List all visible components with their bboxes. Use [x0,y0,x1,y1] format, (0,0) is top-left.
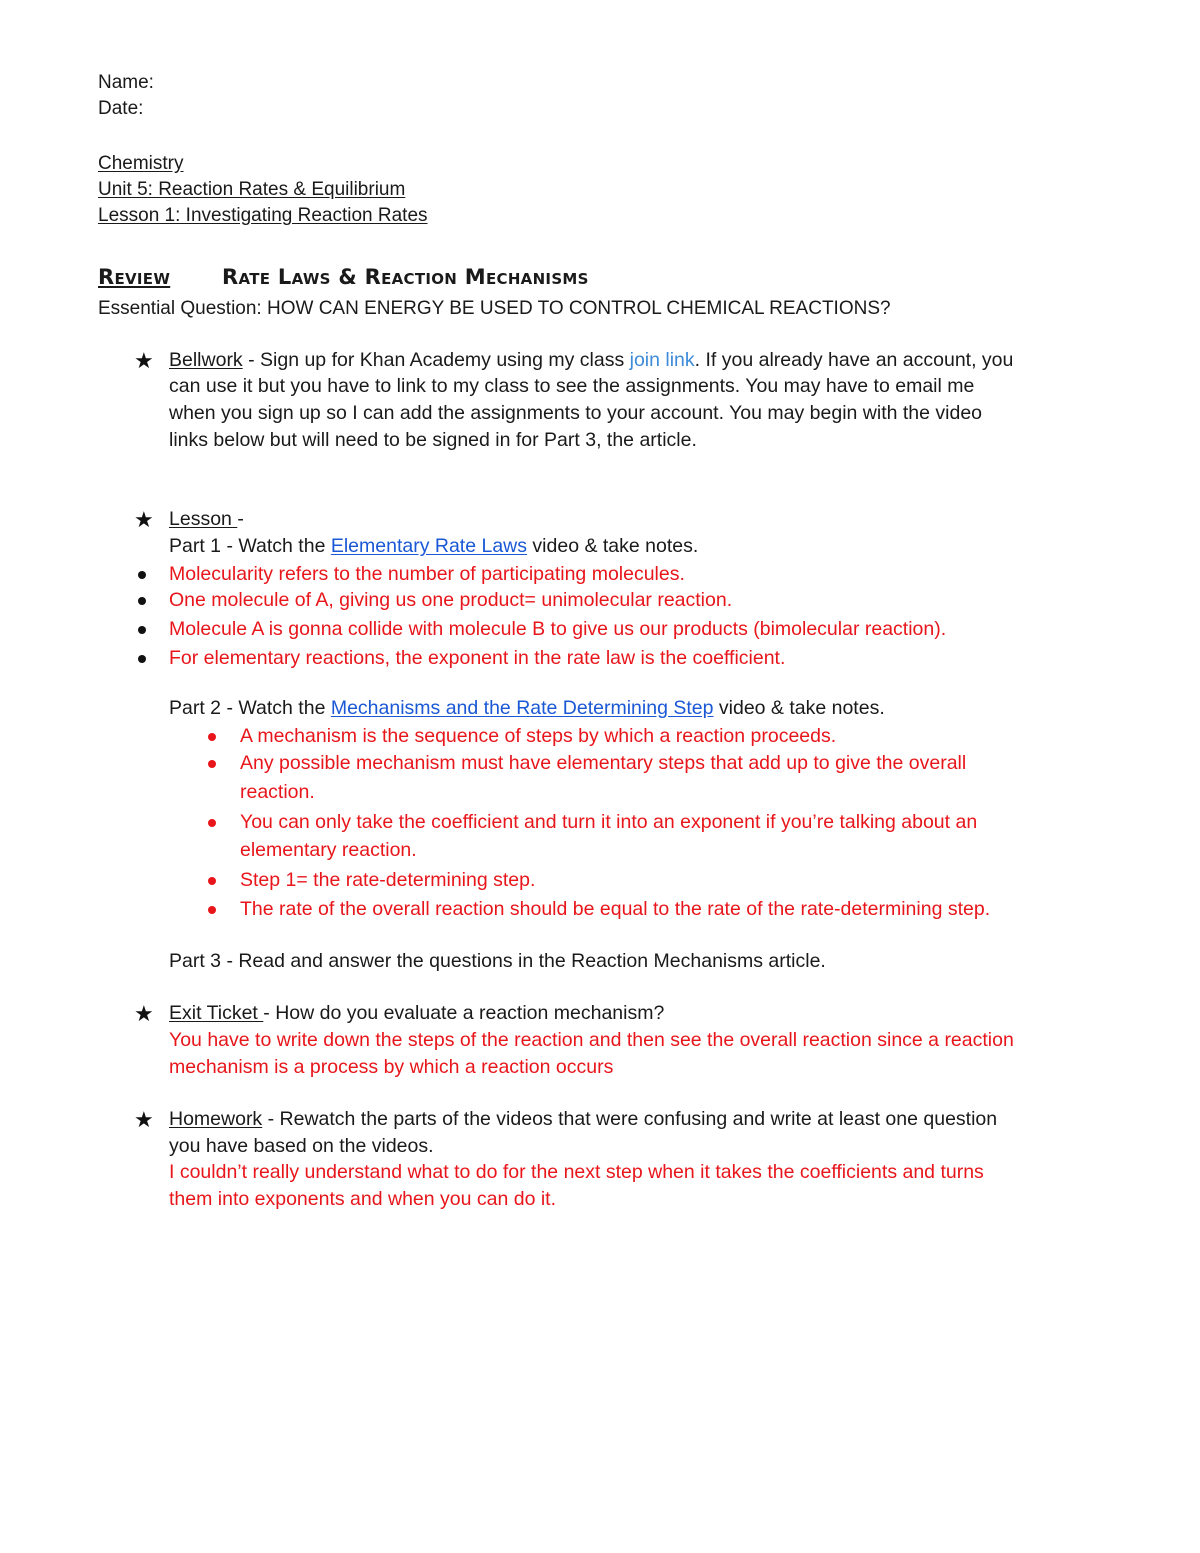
bellwork-text: - Sign up for Khan Academy using my class [242,349,630,371]
part2-note-cont: reaction. [240,781,315,803]
bullet-dot-icon [138,571,146,579]
part3-line: Part 3 - Read and answer the questions in the Reaction Mechanisms article. [169,950,826,972]
part2-note: Any possible mechanism must have elementary steps that add up to give the overall [240,752,967,774]
part1-note: Molecule A is gonna collide with molecule B to give us our products (bimolecular reaction). [169,618,947,640]
part2-note: You can only take the coefficient and turn it into an exponent if you’re talking about an [240,811,978,833]
bellwork-text-post: . If you already have an account, you [694,349,1014,371]
part1-note: For elementary reactions, the exponent in the rate law is the coefficient. [169,647,786,669]
lesson-label: Lesson [169,508,238,530]
star-bullet-icon: ★ [134,507,154,532]
part2-note: A mechanism is the sequence of steps by which a reaction proceeds. [240,725,837,747]
bullet-dot-icon [208,819,216,827]
bullet-dot-icon [208,733,216,741]
part2-note: The rate of the overall reaction should be equal to the rate of the rate-determining step. [240,898,991,920]
homework-answer-1: I couldn’t really understand what to do for the next step when it takes the coefficients and turns [169,1161,984,1183]
bullet-dot-icon [208,906,216,914]
mechanisms-rate-step-link[interactable]: Mechanisms and the Rate Determining Step [330,697,714,719]
elementary-rate-laws-link[interactable]: Elementary Rate Laws [330,535,528,557]
part2-note-cont: elementary reaction. [240,839,417,861]
name-label: Name: [98,72,154,93]
unit-heading: Unit 5: Reaction Rates & Equilibrium [98,179,406,200]
lesson-heading: Lesson 1: Investigating Reaction Rates [98,205,428,226]
homework-line-1 [169,1106,997,1133]
join-link[interactable]: join link [629,349,695,371]
subject-heading: Chemistry [98,153,184,174]
exit-ticket-question: - How do you evaluate a reaction mechanism? [263,1002,665,1024]
star-bullet-icon: ★ [134,1107,154,1132]
homework-label: Homework [169,1108,263,1130]
date-label: Date: [98,98,144,119]
bellwork-line-2: can use it but you have to link to my class to see the assignments. You may have to email me [169,375,975,397]
exit-ticket-answer-2: mechanism is a process by which a reaction occurs [169,1056,614,1078]
bellwork-label: Bellwork [169,349,243,371]
topic-title: Rate Laws & Reaction Mechanisms [222,265,589,289]
part1-post: video & take notes. [527,535,699,557]
part2-post: video & take notes. [713,697,885,719]
bullet-dot-icon [208,877,216,885]
bellwork-line-1 [169,347,1013,374]
part2-pre: Part 2 - Watch the [169,697,331,719]
bullet-dot-icon [208,760,216,768]
part1-note: One molecule of A, giving us one product= unimolecular reaction. [169,589,733,611]
bellwork-line-3: when you sign up so I can add the assignments to your account. You may begin with the video [169,402,983,424]
bellwork-line-4: links below but will need to be signed in for Part 3, the article. [169,429,697,451]
homework-text: - Rewatch the parts of the videos that were confusing and write at least one question [262,1108,998,1130]
part1-line [169,533,698,560]
exit-ticket-line [169,1000,664,1027]
bullet-dot-icon [138,597,146,605]
lesson-label-line [169,506,244,533]
lesson-dash: - [237,508,244,530]
star-bullet-icon: ★ [134,1001,154,1026]
bullet-dot-icon [138,626,146,634]
homework-line-2: you have based on the videos. [169,1135,434,1157]
essential-question: Essential Question: HOW CAN ENERGY BE USED TO CONTROL CHEMICAL REACTIONS? [98,298,891,319]
bullet-dot-icon [138,655,146,663]
star-bullet-icon: ★ [134,348,154,373]
exit-ticket-label: Exit Ticket [169,1002,264,1024]
part1-note: Molecularity refers to the number of participating molecules. [169,563,685,585]
part1-pre: Part 1 - Watch the [169,535,331,557]
exit-ticket-answer-1: You have to write down the steps of the reaction and then see the overall reaction since a reaction [169,1029,1014,1051]
part2-line [169,695,885,722]
review-title: Review [98,265,171,289]
part2-note: Step 1= the rate-determining step. [240,869,536,891]
homework-answer-2: them into exponents and when you can do it. [169,1188,557,1210]
